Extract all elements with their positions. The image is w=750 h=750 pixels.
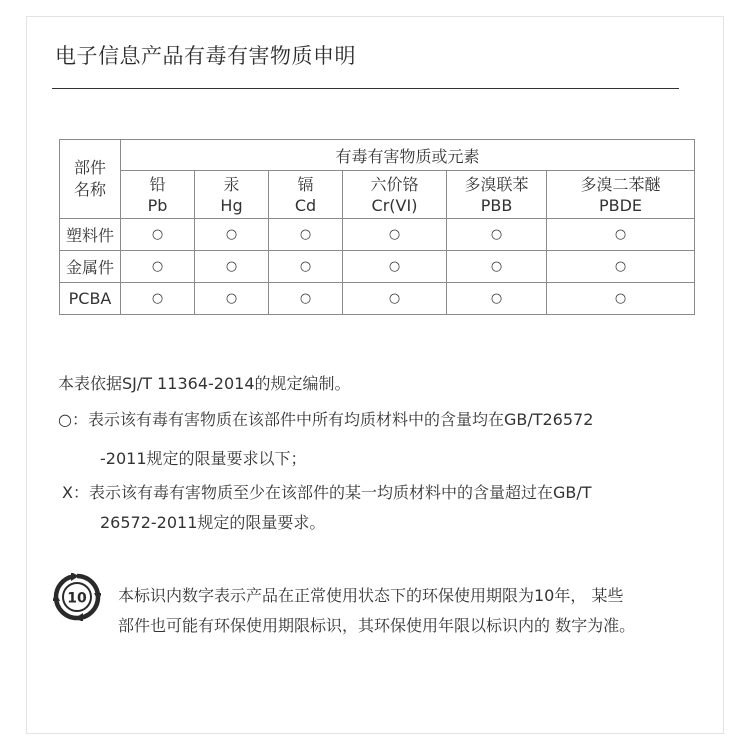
- column-header-mercury: 汞 Hg: [195, 171, 269, 219]
- mark-cell: ○: [447, 283, 547, 315]
- table-row: [60, 251, 695, 283]
- mark-cell: ○: [447, 219, 547, 251]
- title-divider: [52, 88, 679, 89]
- column-header-pbb: 多溴联苯 PBB: [447, 171, 547, 219]
- mark-cell: ○: [343, 283, 447, 315]
- mark-cell: ○: [269, 219, 343, 251]
- x-definition-line2: 26572-2011规定的限量要求。: [100, 513, 326, 532]
- mark-cell: ○: [343, 219, 447, 251]
- column-header-cadmium: 镉 Cd: [269, 171, 343, 219]
- circle-definition-line2: -2011规定的限量要求以下；: [100, 449, 307, 468]
- column-header-hexavalent-chromium: 六价铬 Cr(VI): [343, 171, 447, 219]
- mark-cell: ○: [547, 251, 695, 283]
- efup-note-line1: 本标识内数字表示产品在正常使用状态下的环保使用期限为10年， 某些: [118, 586, 624, 605]
- mark-cell: ○: [269, 283, 343, 315]
- column-header-lead: 铅 Pb: [121, 171, 195, 219]
- page-title: 电子信息产品有毒有害物质申明: [55, 44, 356, 68]
- hazardous-substance-table: [59, 139, 695, 315]
- mark-cell: ○: [121, 219, 195, 251]
- table-row: [60, 219, 695, 251]
- part-name-header: 部件名称: [60, 140, 121, 219]
- basis-note: 本表依据SJ/T 11364-2014的规定编制。: [58, 374, 351, 393]
- mark-cell: ○: [195, 219, 269, 251]
- efup-note-line2: 部件也可能有环保使用期限标识，其环保使用年限以标识内的 数字为准。: [118, 616, 636, 635]
- mark-cell: ○: [447, 251, 547, 283]
- part-name: 塑料件: [60, 219, 121, 251]
- efup-logo-number: 10: [67, 590, 87, 607]
- mark-cell: ○: [195, 283, 269, 315]
- efup-recycle-icon: [53, 573, 101, 621]
- part-name: 金属件: [60, 251, 121, 283]
- mark-cell: ○: [547, 283, 695, 315]
- part-name: PCBA: [60, 283, 121, 315]
- mark-cell: ○: [121, 251, 195, 283]
- column-header-pbde: 多溴二苯醚 PBDE: [547, 171, 695, 219]
- mark-cell: ○: [269, 251, 343, 283]
- mark-cell: ○: [547, 219, 695, 251]
- mark-cell: ○: [195, 251, 269, 283]
- table-row: [60, 283, 695, 315]
- mark-cell: ○: [343, 251, 447, 283]
- mark-cell: ○: [121, 283, 195, 315]
- substance-group-header: 有毒有害物质或元素: [121, 140, 695, 171]
- circle-definition-line1: ○：表示该有毒有害物质在该部件中所有均质材料中的含量均在GB/T26572: [58, 410, 594, 429]
- x-definition-line1: X：表示该有毒有害物质至少在该部件的某一均质材料中的含量超过在GB/T: [62, 483, 592, 502]
